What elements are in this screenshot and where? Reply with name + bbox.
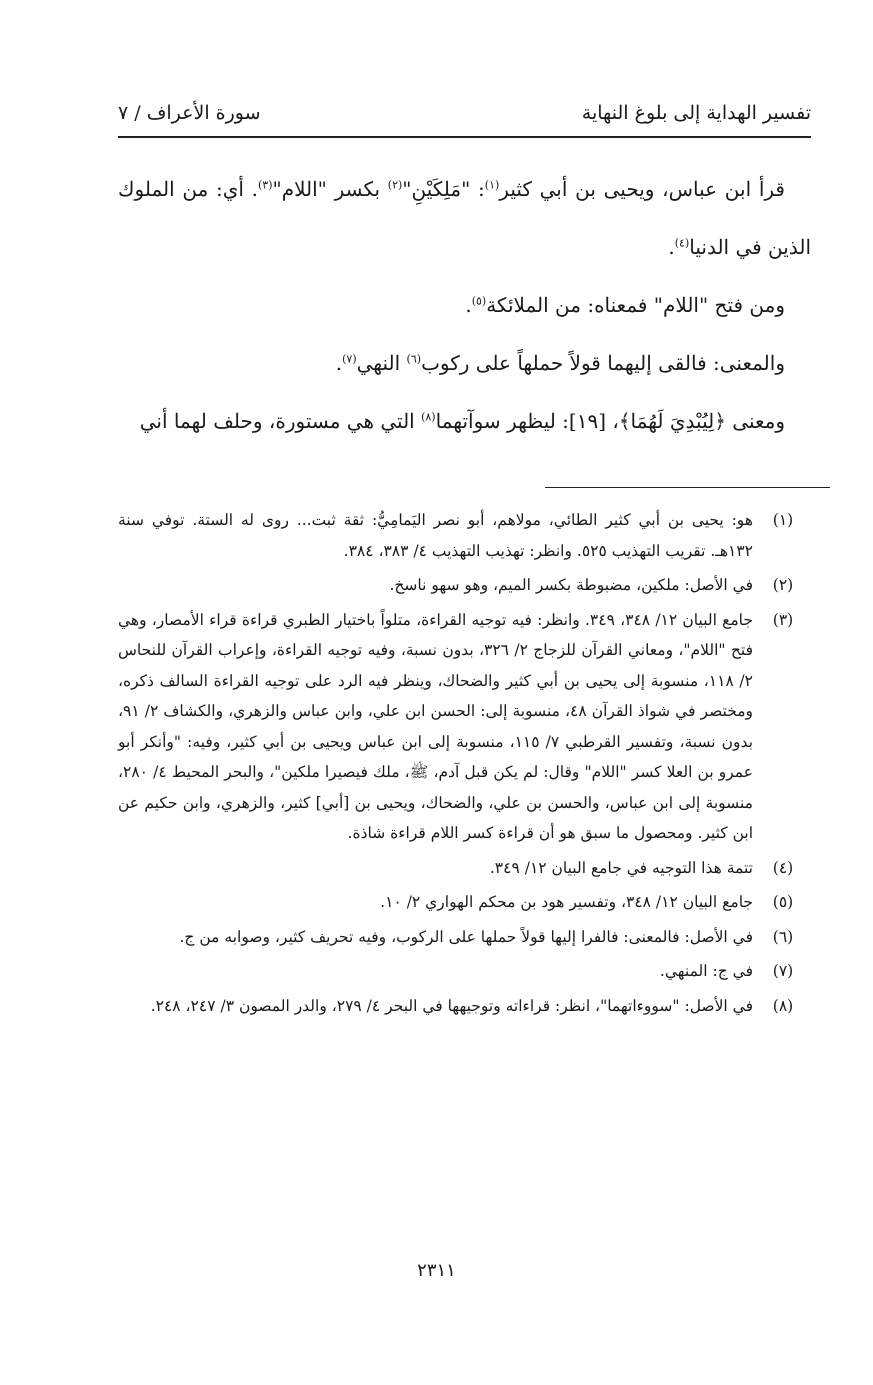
footnote-number: (١) — [772, 511, 794, 529]
footnote-number: (٣) — [772, 610, 794, 629]
footnote — [118, 853, 811, 884]
footnote — [118, 956, 811, 987]
footnote-text: هو: يحيى بن أبي كثير الطائي، مولاهم، أبو نصر اليَمامِيُّ: ثقة ثبت... روى له الستة. توفي سنة ١٣٢هـ. تقريب التهذيب ٥٢٥. وانظر: تهذيب التهذيب ٤/ ٣٨٣، ٣٨٤. — [118, 511, 753, 560]
footnote-text: تتمة هذا التوجيه في جامع البيان ١٢/ ٣٤٩. — [489, 858, 753, 877]
footnote — [118, 570, 811, 601]
footnote-ref[interactable]: (٨) — [421, 410, 436, 424]
footnote-ref[interactable]: (٢) — [387, 178, 403, 192]
surah-label: سورة الأعراف / ٧ — [118, 102, 261, 124]
footnote-text: جامع البيان ١٢/ ٣٤٨، ٣٤٩. وانظر: فيه توجيه القراءة، متلواً باختيار الطبري قراءة قراء الأمصار، وهي فتح "اللام"، ومعاني القرآن للزجاج ٢/ ٣٢٦، بدون نسبة، وفيه توجيه القراءة، وإعراب القرآن للنحاس ٢/ ١١٨، منسوبة إلى يحيى بن أبي كثير والضحاك، وينظر فيه الرد على توجيه القراءة السالف ذكره، ومختصر في شواذ القرآن ٤٨، منسوبة إلى: الحسن ابن علي، وابن عباس والزهري، والكشاف ٢/ ٩١، بدون نسبة، وتفسير القرطبي ٧/ ١١٥، منسوبة إلى ابن عباس ويحيى بن أبي كثير، وفيه: "وأنكر أبو عمرو بن العلا كسر "اللام" وقال: لم يكن قبل آدم، ﷺ، ملك فيصيرا ملكين"، والبحر المحيط ٤/ ٢٨٠، منسوبة إلى ابن عباس، والحسن بن علي، والضحاك، ويحيى بن [أبي] كثير، والزهري، وابن حكيم عن ابن كثير. ومحصول ما سبق هو أن قراءة كسر اللام قراءة شاذة. — [118, 610, 754, 842]
header-rule — [118, 136, 811, 138]
footnote — [118, 887, 811, 918]
footnote-number: (٢) — [772, 576, 794, 594]
footnote-separator — [545, 487, 830, 488]
footnote-text: في الأصل: فالمعنى: فالفرا إليها قولاً حملها على الركوب، وفيه تحريف كثير، وصوابه من ج. — [179, 927, 753, 946]
paragraph: قرأ ابن عباس، ويحيى بن أبي كثير$^{(١)}$: "مَلِكَيْنِ"$^{(٢)}$ بكسر "اللام"$^{(٣)}$. أي: من الملوك الذين في الدنيا$^{(٤)}$. — [118, 177, 811, 259]
main-text — [118, 160, 811, 450]
footnote-number: (٧) — [772, 962, 794, 980]
footnote-number: (٦) — [772, 927, 794, 946]
footnote — [118, 991, 811, 1022]
footnote-text: في الأصل: ملكين، مضبوطة بكسر الميم، وهو سهو ناسخ. — [389, 576, 753, 594]
footnote — [118, 922, 811, 953]
footnote-text: جامع البيان ١٢/ ٣٤٨، وتفسير هود بن محكم الهواري ٢/ ١٠. — [380, 893, 753, 911]
paragraph: ومن فتح "اللام" فمعناه: من الملائكة$^{(٥)}$. — [465, 293, 785, 317]
footnote-ref[interactable]: (٥) — [471, 294, 487, 308]
footnote — [118, 605, 811, 849]
footnote-number: (٨) — [772, 996, 794, 1015]
footnote-ref[interactable]: (٦) — [406, 352, 422, 366]
footnote-number: (٥) — [772, 893, 794, 911]
footnote-ref[interactable]: (٤) — [674, 236, 690, 250]
paragraph: والمعنى: فالقى إليهما قولاً حملهاً على ركوب$^{(٦)}$ النهي$^{(٧)}$. — [335, 351, 785, 375]
footnote-ref[interactable]: (١) — [484, 178, 500, 192]
book-title: تفسير الهداية إلى بلوغ النهاية — [581, 102, 811, 124]
footnote — [118, 505, 811, 566]
page-number: ٢٣١١ — [417, 1260, 456, 1281]
footnotes — [118, 505, 811, 1025]
footnote-text: في ج: المنهي. — [659, 962, 753, 980]
footnote-ref[interactable]: (٣) — [258, 178, 273, 192]
footnote-number: (٤) — [772, 858, 794, 877]
paragraph: ومعنى ﴿لِيُبْدِيَ لَهُمَا﴾، [١٩]: ليظهر سوآتهما$^{(٨)}$ التي هي مستورة، وحلف لهما أني — [139, 409, 785, 433]
footnote-ref[interactable]: (٧) — [342, 352, 357, 366]
footnote-text: في الأصل: "سووءاتهما"، انظر: قراءاته وتوجيهها في البحر ٤/ ٢٧٩، والدر المصون ٣/ ٢٤٧، ٢٤٨. — [150, 996, 753, 1015]
running-header — [118, 96, 811, 136]
